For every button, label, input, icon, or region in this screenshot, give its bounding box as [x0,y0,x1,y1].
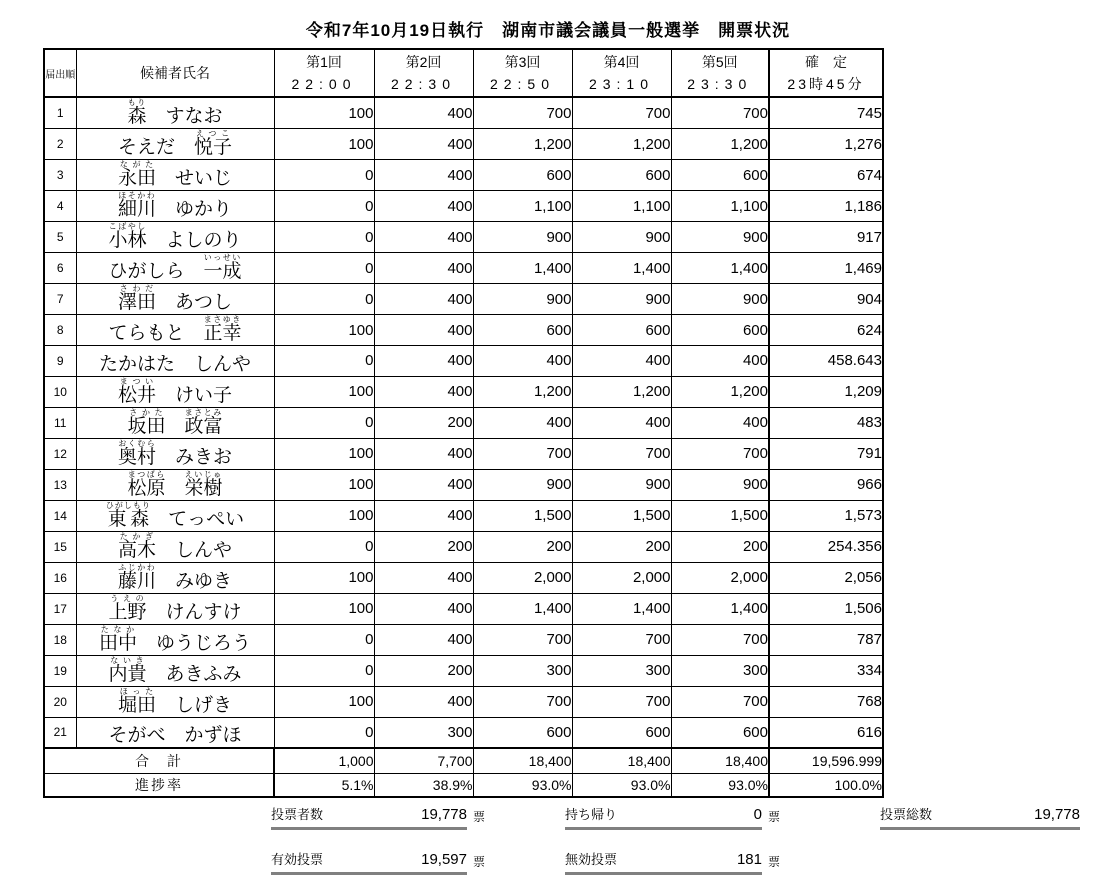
table-row [44,562,883,593]
name-with-furigana: 栄樹えいじゅ [184,469,223,499]
round-vote-count: 200 [374,655,473,686]
table-row [44,593,883,624]
field-label: 投票総数 [880,807,933,822]
candidate-name [76,376,274,407]
candidate-order: 13 [44,469,76,500]
field-unit: 票 [768,855,781,869]
name-part: てらもと [108,323,185,344]
round-vote-count: 700 [671,97,769,129]
final-vote-count: 1,469 [769,253,883,284]
name-part: よしのり [165,230,242,251]
name-part: ゆかり [175,199,233,220]
candidate-order: 4 [44,191,76,222]
candidate-name [76,284,274,315]
round-vote-count: 400 [374,438,473,469]
candidate-name [76,593,274,624]
candidate-order: 6 [44,253,76,284]
name-part: たかはた [98,353,175,375]
name-with-furigana: 小林こばやし [108,222,147,251]
round-vote-count: 1,200 [572,376,671,407]
name-with-furigana: 上野うえの [108,593,147,623]
table-row [44,97,883,129]
final-vote-count: 616 [769,717,883,748]
field-unit: 票 [473,810,486,824]
candidate-name [76,562,274,593]
name-part: みきお [175,446,233,468]
name-part: しんや [175,539,233,561]
round-vote-count: 600 [473,717,572,748]
name-part: すなお [165,106,223,127]
round-vote-count: 700 [572,97,671,129]
round-vote-count: 400 [374,346,473,377]
field-value: 0 [753,806,762,823]
round-vote-count: 100 [274,376,374,407]
candidate-order: 19 [44,655,76,686]
round-vote-count: 700 [572,624,671,655]
final-vote-count: 2,056 [769,562,883,593]
round-vote-count: 600 [572,315,671,346]
name-part: そがべ [108,724,166,746]
round-vote-count: 400 [572,346,671,377]
round-vote-count: 100 [274,686,374,717]
candidate-order: 7 [44,284,76,315]
field-invalid-votes [565,849,780,875]
final-vote-count: 1,276 [769,129,883,160]
round-vote-count: 700 [473,686,572,717]
name-with-furigana: 政富まさとみ [184,407,223,437]
round-vote-count: 0 [274,531,374,562]
round-vote-count: 300 [374,717,473,748]
round-time: 22:30 [390,76,457,92]
final-vote-count: 917 [769,222,883,253]
round-vote-count: 700 [572,438,671,469]
round-vote-count: 200 [671,531,769,562]
name-with-furigana: 永田ながた [117,160,156,189]
progress-final-value: 100.0% [769,773,883,797]
total-value: 18,400 [473,748,572,774]
round-vote-count: 1,500 [473,500,572,531]
round-label: 第3回 [504,54,541,70]
candidate-name [76,438,274,469]
final-vote-count: 1,209 [769,376,883,407]
field-voters [271,804,485,830]
round-vote-count: 100 [274,438,374,469]
candidate-order: 12 [44,438,76,469]
name-with-furigana: 田中たなか [98,624,137,654]
candidate-rows [44,97,883,748]
candidate-order: 9 [44,346,76,377]
total-value: 18,400 [671,748,769,774]
round-vote-count: 400 [572,407,671,438]
candidate-name [76,315,274,346]
candidate-order: 17 [44,593,76,624]
final-vote-count: 745 [769,97,883,129]
name-part: しげき [175,694,233,716]
name-part: てっぺい [168,508,245,530]
round-vote-count: 1,500 [671,500,769,531]
round-vote-count: 100 [274,97,374,129]
name-part: ひがしら [108,261,185,282]
round-vote-count: 400 [374,315,473,346]
candidate-name [76,191,274,222]
name-with-furigana: 澤田さわだ [117,284,156,313]
round-vote-count: 400 [374,469,473,500]
final-vote-count: 1,186 [769,191,883,222]
candidate-name [76,129,274,160]
round-vote-count: 0 [274,160,374,191]
round-vote-count: 1,400 [473,593,572,624]
table-row [44,655,883,686]
candidate-name [76,717,274,748]
name-with-furigana: 藤川ふじかわ [117,562,156,592]
round-vote-count: 1,100 [473,191,572,222]
name-part: そえだ [117,137,175,158]
round-vote-count: 1,400 [572,253,671,284]
round-vote-count: 200 [374,531,473,562]
name-part: ゆうじろう [156,632,252,654]
col-header-round4 [572,49,671,97]
round-vote-count: 900 [572,222,671,253]
name-part: けい子 [175,384,233,406]
round-vote-count: 700 [671,438,769,469]
round-vote-count: 1,100 [572,191,671,222]
round-vote-count: 400 [671,346,769,377]
table-row [44,284,883,315]
candidate-name [76,222,274,253]
round-vote-count: 0 [274,624,374,655]
name-with-furigana: 悦子えつこ [194,129,233,158]
round-vote-count: 400 [374,191,473,222]
candidate-order: 10 [44,376,76,407]
round-vote-count: 300 [671,655,769,686]
candidate-name [76,97,274,129]
round-vote-count: 0 [274,655,374,686]
round-vote-count: 900 [572,469,671,500]
name-part: しんや [194,353,252,375]
round-vote-count: 1,400 [671,593,769,624]
round-label: 第5回 [701,54,738,70]
round-time: 22:50 [489,76,556,92]
field-label: 持ち帰り [565,807,618,822]
round-vote-count: 600 [671,717,769,748]
round-vote-count: 2,000 [671,562,769,593]
final-vote-count: 458.643 [769,346,883,377]
round-vote-count: 2,000 [473,562,572,593]
table-row [44,160,883,191]
round-vote-count: 1,200 [671,129,769,160]
round-vote-count: 1,200 [473,129,572,160]
final-vote-count: 787 [769,624,883,655]
round-vote-count: 400 [374,686,473,717]
candidate-name [76,500,274,531]
name-part: せいじ [175,168,233,189]
field-label: 無効投票 [565,852,618,867]
round-vote-count: 0 [274,253,374,284]
col-header-round3 [473,49,572,97]
field-value: 19,778 [421,806,467,823]
candidate-order: 16 [44,562,76,593]
round-vote-count: 0 [274,284,374,315]
total-row [44,748,883,774]
round-vote-count: 400 [374,253,473,284]
round-time: 23:10 [588,76,655,92]
progress-value: 93.0% [473,773,572,797]
progress-label: 進捗率 [44,773,274,797]
round-vote-count: 100 [274,562,374,593]
round-vote-count: 400 [374,376,473,407]
table-row [44,686,883,717]
field-value: 19,778 [1034,806,1080,823]
round-vote-count: 0 [274,717,374,748]
total-final-value: 19,596.999 [769,748,883,774]
candidate-name [76,407,274,438]
name-with-furigana: 細川ほそかわ [117,191,156,220]
table-row [44,469,883,500]
candidate-order: 1 [44,97,76,129]
header-row [44,49,883,97]
name-with-furigana: 正幸まさゆき [203,315,242,344]
progress-value: 5.1% [274,773,374,797]
field-valid-votes [271,849,485,875]
final-vote-count: 791 [769,438,883,469]
round-vote-count: 1,400 [572,593,671,624]
final-vote-count: 904 [769,284,883,315]
name-with-furigana: 松井まつい [117,376,156,406]
round-vote-count: 700 [671,624,769,655]
round-vote-count: 600 [572,160,671,191]
results-table [43,48,884,798]
candidate-name [76,655,274,686]
final-vote-count: 254.356 [769,531,883,562]
progress-value: 93.0% [671,773,769,797]
name-part: あつし [175,292,233,313]
candidate-order: 15 [44,531,76,562]
name-with-furigana: 東森ひがしもり [105,500,151,530]
total-label: 合 計 [44,748,274,774]
round-vote-count: 100 [274,500,374,531]
total-value: 7,700 [374,748,473,774]
round-label: 第1回 [306,54,342,70]
round-vote-count: 1,400 [671,253,769,284]
round-vote-count: 1,100 [671,191,769,222]
round-vote-count: 600 [671,315,769,346]
candidate-order: 14 [44,500,76,531]
round-vote-count: 600 [671,160,769,191]
round-vote-count: 400 [374,624,473,655]
col-header-round1 [274,49,374,97]
round-vote-count: 1,200 [671,376,769,407]
table-row [44,222,883,253]
progress-value: 93.0% [572,773,671,797]
candidate-name [76,686,274,717]
name-with-furigana: 一成いっせい [203,253,242,282]
table-row [44,191,883,222]
final-vote-count: 674 [769,160,883,191]
round-vote-count: 900 [473,469,572,500]
round-vote-count: 1,200 [473,376,572,407]
col-header-order: 届出順 [44,49,76,97]
name-with-furigana: 奥村おくむら [117,438,156,468]
round-vote-count: 700 [473,438,572,469]
candidate-order: 5 [44,222,76,253]
total-value: 1,000 [274,748,374,774]
name-part: けんすけ [165,601,242,623]
round-vote-count: 400 [473,407,572,438]
name-with-furigana: 森もり [127,98,147,127]
field-unit: 票 [768,810,781,824]
round-vote-count: 700 [473,97,572,129]
name-with-furigana: 高木たかぎ [117,531,156,561]
round-vote-count: 900 [671,222,769,253]
round-vote-count: 700 [473,624,572,655]
table-row [44,717,883,748]
name-with-furigana: 松原まつばら [127,469,166,499]
round-vote-count: 400 [374,160,473,191]
round-vote-count: 400 [374,593,473,624]
round-vote-count: 400 [374,562,473,593]
round-vote-count: 900 [572,284,671,315]
candidate-order: 18 [44,624,76,655]
candidate-order: 8 [44,315,76,346]
candidate-order: 3 [44,160,76,191]
round-vote-count: 2,000 [572,562,671,593]
round-vote-count: 400 [374,129,473,160]
field-taken-home [565,804,780,830]
final-vote-count: 768 [769,686,883,717]
col-header-round2 [374,49,473,97]
round-time: 23:30 [687,76,753,92]
round-vote-count: 300 [572,655,671,686]
name-with-furigana: 堀田ほった [117,686,156,716]
field-label: 投票者数 [271,807,324,822]
round-vote-count: 700 [671,686,769,717]
name-part: かずほ [184,724,242,746]
final-vote-count: 966 [769,469,883,500]
final-vote-count: 483 [769,407,883,438]
page-title: 令和7年10月19日執行 湖南市議会議員一般選挙 開票状況 [305,21,791,40]
round-vote-count: 400 [671,407,769,438]
final-vote-count: 334 [769,655,883,686]
round-vote-count: 100 [274,593,374,624]
final-vote-count: 1,506 [769,593,883,624]
round-time: 22:00 [291,76,357,92]
round-vote-count: 900 [671,284,769,315]
round-vote-count: 900 [671,469,769,500]
table-row [44,531,883,562]
field-label: 有効投票 [271,852,324,867]
round-vote-count: 400 [473,346,572,377]
candidate-order: 21 [44,717,76,748]
name-part: あきふみ [165,663,242,685]
final-vote-count: 624 [769,315,883,346]
round-vote-count: 200 [374,407,473,438]
candidate-name [76,624,274,655]
table-row [44,500,883,531]
col-header-round5 [671,49,769,97]
round-vote-count: 600 [572,717,671,748]
round-vote-count: 400 [374,97,473,129]
table-row [44,129,883,160]
round-label: 第4回 [603,54,640,70]
round-vote-count: 600 [473,160,572,191]
round-vote-count: 1,200 [572,129,671,160]
candidate-name [76,160,274,191]
round-vote-count: 700 [572,686,671,717]
round-vote-count: 600 [473,315,572,346]
table-row [44,346,883,377]
round-vote-count: 400 [374,500,473,531]
name-with-furigana: 坂田さかた [127,407,166,437]
candidate-name [76,346,274,377]
round-label: 第2回 [405,54,442,70]
candidate-order: 11 [44,407,76,438]
table-row [44,624,883,655]
progress-value: 38.9% [374,773,473,797]
round-vote-count: 300 [473,655,572,686]
round-label: 確 定 [805,54,847,70]
round-vote-count: 1,400 [473,253,572,284]
candidate-name [76,469,274,500]
round-vote-count: 100 [274,129,374,160]
table-row [44,438,883,469]
round-vote-count: 0 [274,346,374,377]
round-vote-count: 100 [274,469,374,500]
candidate-order: 2 [44,129,76,160]
round-vote-count: 0 [274,191,374,222]
name-part: みゆき [175,570,233,592]
col-header-final [769,49,883,97]
round-vote-count: 400 [374,284,473,315]
candidate-order: 20 [44,686,76,717]
round-time: 23時45分 [787,76,865,92]
round-vote-count: 0 [274,222,374,253]
final-vote-count: 1,573 [769,500,883,531]
field-total-ballots [880,804,1086,830]
name-with-furigana: 内貴ないき [108,655,147,685]
round-vote-count: 200 [572,531,671,562]
round-vote-count: 900 [473,222,572,253]
field-unit: 票 [473,855,486,869]
table-row [44,253,883,284]
field-value: 181 [736,851,762,868]
round-vote-count: 200 [473,531,572,562]
field-value: 19,597 [421,851,467,868]
total-value: 18,400 [572,748,671,774]
progress-row [44,773,883,797]
round-vote-count: 1,500 [572,500,671,531]
candidate-name [76,531,274,562]
round-vote-count: 400 [374,222,473,253]
round-vote-count: 100 [274,315,374,346]
candidate-name [76,253,274,284]
round-vote-count: 0 [274,407,374,438]
table-row [44,315,883,346]
table-row [44,407,883,438]
table-row [44,376,883,407]
round-vote-count: 900 [473,284,572,315]
col-header-name: 候補者氏名 [76,49,274,97]
